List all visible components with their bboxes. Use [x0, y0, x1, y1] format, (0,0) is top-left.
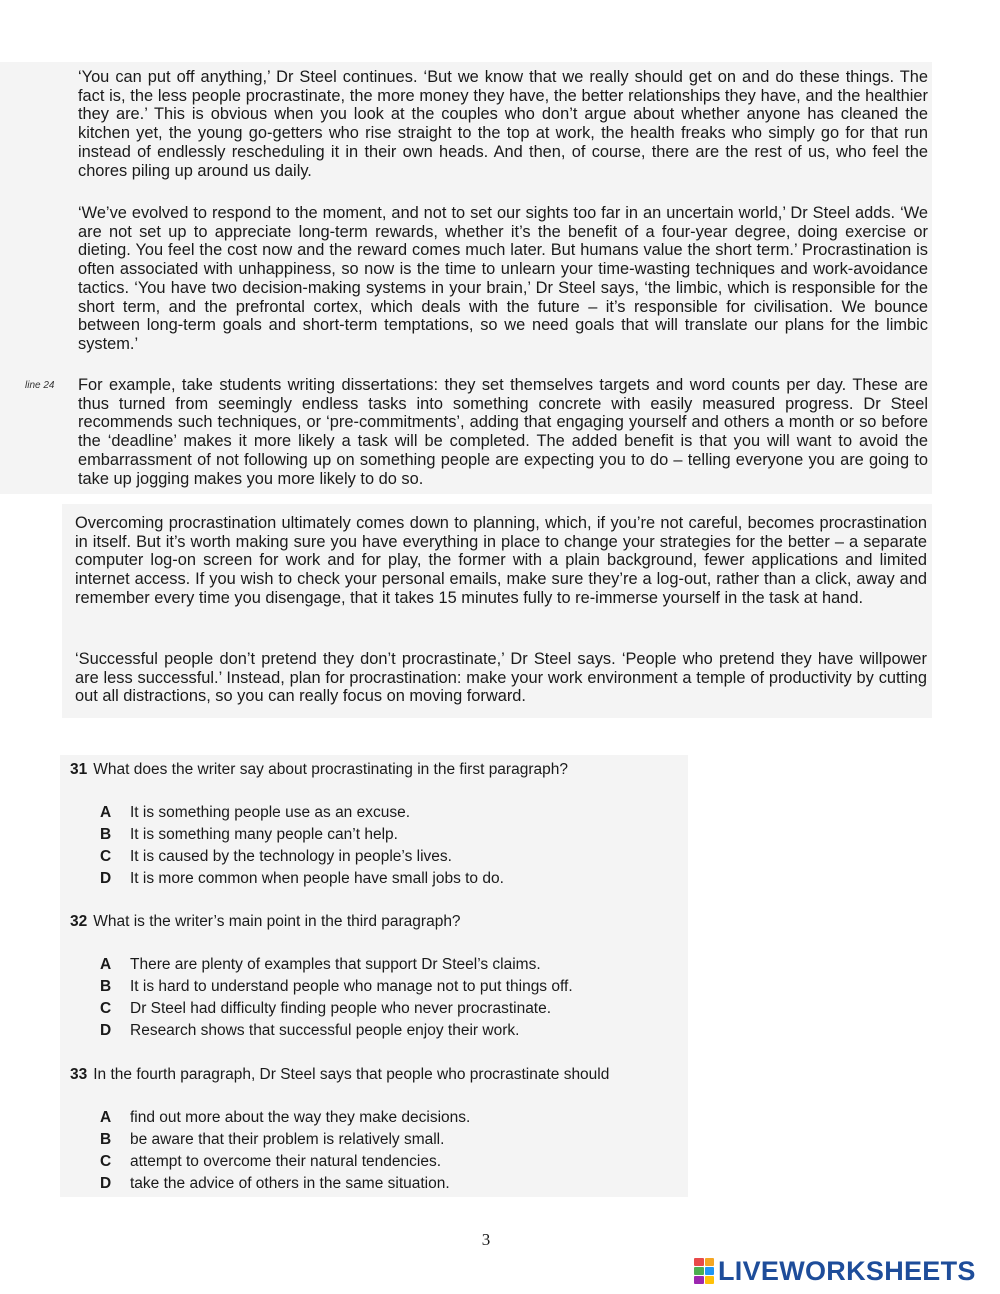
option-33-c[interactable]	[100, 1151, 470, 1173]
question-31	[70, 760, 568, 780]
option-31-d[interactable]	[100, 868, 504, 890]
option-32-c[interactable]	[100, 998, 573, 1020]
passage-paragraph-5: ‘Successful people don’t pretend they don’t procrastinate,’ Dr Steel says. ‘People who pretend they have willpower are less successful.’ Instead, plan for procrastination: make your work environment a temple of productivity by cutting out all distractions, so you can really focus on moving forward.	[75, 650, 927, 706]
option-letter: B	[100, 1131, 112, 1148]
option-text: Dr Steel had difficulty finding people who never procrastinate.	[130, 1000, 552, 1017]
option-32-d[interactable]	[100, 1020, 573, 1042]
option-letter: D	[100, 1175, 112, 1192]
option-text: It is caused by the technology in people’s lives.	[130, 848, 452, 865]
passage-paragraph-3: For example, take students writing dissertations: they set themselves targets and word counts per day. These are thus turned from seemingly endless tasks into something concrete with easily measured progress. Dr Steel recommends such techniques, or ‘pre-commitments’, adding that engaging yourself and others a month or so before the ‘deadline’ makes it more likely a task will be completed. The added benefit is that you will want to avoid the embarrassment of not following up on something people are expecting you to do – telling everyone you are going to take up jogging makes you more likely to do so.	[78, 376, 928, 488]
option-text: take the advice of others in the same situation.	[130, 1175, 450, 1192]
option-31-b[interactable]	[100, 824, 504, 846]
logo-cell	[694, 1276, 704, 1284]
passage-paragraph-2: ‘We’ve evolved to respond to the moment, and not to set our sights too far in an uncertain world,’ Dr Steel adds. ‘We are not set up to appreciate long-term rewards, whether it’s the benefit of a four-year degree, doing exercise or dieting. You feel the cost now and the reward comes much later. But humans value the short term.’ Procrastination is often associated with unhappiness, so now is the time to unlearn your time-wasting techniques and work-avoidance tactics. ‘You have two decision-making systems in your brain,’ Dr Steel says, ‘the limbic, which is responsible for the short term, and the prefrontal cortex, which deals with the future – it’s responsible for civilisation. We bounce between long-term goals and short-term temptations, so we need goals that will translate our plans for the limbic system.’	[78, 204, 928, 353]
question-32	[70, 912, 461, 932]
option-text: It is more common when people have small jobs to do.	[130, 870, 504, 887]
option-letter: A	[100, 1109, 112, 1126]
logo-cell	[694, 1267, 704, 1275]
logo-cell	[705, 1258, 715, 1266]
option-letter: A	[100, 956, 112, 973]
option-letter: A	[100, 804, 112, 821]
option-letter: C	[100, 1153, 112, 1170]
question-32-options	[100, 954, 573, 1042]
question-33-options	[100, 1107, 470, 1195]
liveworksheets-brand[interactable]	[694, 1254, 976, 1288]
liveworksheets-brand-text: LIVEWORKSHEETS	[718, 1255, 976, 1286]
option-letter: B	[100, 978, 112, 995]
question-number: 33	[70, 1066, 88, 1083]
option-text: find out more about the way they make decisions.	[130, 1109, 471, 1126]
option-33-a[interactable]	[100, 1107, 470, 1129]
logo-cell	[705, 1276, 715, 1284]
option-letter: B	[100, 826, 112, 843]
option-text: be aware that their problem is relatively small.	[130, 1131, 445, 1148]
option-text: Research shows that successful people enjoy their work.	[130, 1022, 520, 1039]
line-24-marker: line 24	[25, 380, 55, 391]
question-31-options	[100, 802, 504, 890]
option-text: attempt to overcome their natural tendencies.	[130, 1153, 442, 1170]
option-letter: C	[100, 848, 112, 865]
option-33-d[interactable]	[100, 1173, 470, 1195]
question-text: In the fourth paragraph, Dr Steel says that people who procrastinate should	[93, 1066, 610, 1083]
option-text: It is something many people can’t help.	[130, 826, 398, 843]
option-letter: D	[100, 1022, 112, 1039]
option-text: It is hard to understand people who manage not to put things off.	[130, 978, 573, 995]
page-number: 3	[481, 1230, 491, 1249]
option-32-b[interactable]	[100, 976, 573, 998]
option-text: It is something people use as an excuse.	[130, 804, 411, 821]
logo-cell	[705, 1267, 715, 1275]
option-letter: C	[100, 1000, 112, 1017]
option-31-c[interactable]	[100, 846, 504, 868]
option-letter: D	[100, 870, 112, 887]
passage-paragraph-1: ‘You can put off anything,’ Dr Steel continues. ‘But we know that we really should get on and do these things. The fact is, the less people procrastinate, the more money they have, the better relationships they have, and the healthier they are.’ This is obvious when you look at the couples who don’t argue about whether anyone has cleaned the kitchen yet, the young go-getters who rise straight to the top at work, the health freaks who simply go for that run instead of endlessly rescheduling it in their own heads. And then, of course, there are the rest of us, who feel the chores piling up around us daily.	[78, 68, 928, 180]
question-number: 32	[70, 913, 88, 930]
option-text: There are plenty of examples that support Dr Steel’s claims.	[130, 956, 541, 973]
question-text: What is the writer’s main point in the third paragraph?	[93, 913, 461, 930]
logo-cell	[694, 1258, 704, 1266]
question-33	[70, 1065, 609, 1085]
option-33-b[interactable]	[100, 1129, 470, 1151]
question-number: 31	[70, 761, 88, 778]
option-32-a[interactable]	[100, 954, 573, 976]
passage-paragraph-4: Overcoming procrastination ultimately comes down to planning, which, if you’re not careful, becomes procrastination in itself. But it’s worth making sure you have everything in place to change your strategies for the better – a separate computer log-on screen for work and for play, the former with a plain background, fewer applications and limited internet access. If you wish to check your personal emails, make sure they’re a log-out, rather than a click, away and remember every time you disengage, that it takes 15 minutes fully to re-immerse yourself in the task at hand.	[75, 514, 927, 607]
liveworksheets-logo-icon	[694, 1258, 714, 1284]
question-text: What does the writer say about procrastinating in the first paragraph?	[93, 761, 568, 778]
option-31-a[interactable]	[100, 802, 504, 824]
